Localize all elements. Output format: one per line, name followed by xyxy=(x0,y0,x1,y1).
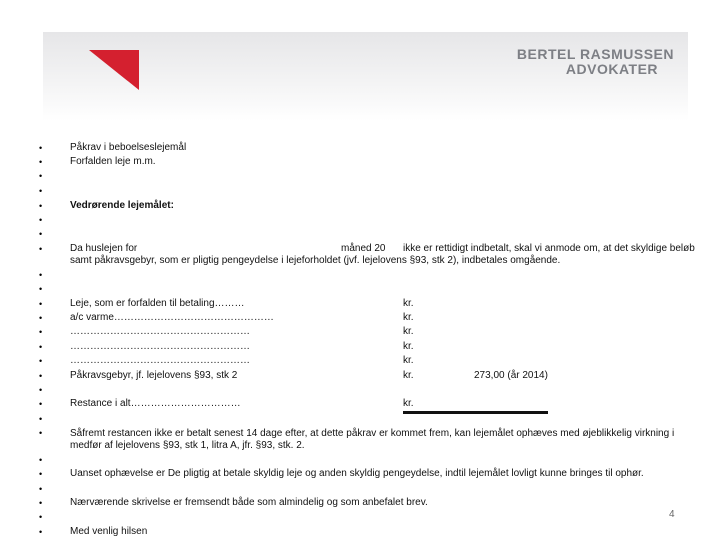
item-currency: kr. xyxy=(403,355,414,366)
intro-text-body: ikke er rettidigt indbetalt, skal vi anmode om, at det skyldige beløb samt påkravsgebyr, som er pligtig pengeydelse i lejeforholdet (jvf. lejelovens §93, stk 2), indbetales omgående. xyxy=(70,243,695,266)
bullet: • xyxy=(39,327,43,337)
intro-text-start: Da huslejen for xyxy=(70,243,138,254)
bullet: • xyxy=(39,428,43,438)
bullet: • xyxy=(39,371,43,381)
bullet: • xyxy=(39,498,43,508)
bullet: • xyxy=(39,244,43,254)
bullet: • xyxy=(39,484,43,494)
item-currency: kr. xyxy=(403,312,414,323)
item-currency: kr. xyxy=(403,341,414,352)
bullet: • xyxy=(39,385,43,395)
page-number: 4 xyxy=(669,509,675,520)
item-label-blank: ……………………………………………… xyxy=(70,341,250,352)
bullet: • xyxy=(39,215,43,225)
bullet: • xyxy=(39,342,43,352)
bullet: • xyxy=(39,512,43,522)
item-currency: kr. xyxy=(403,370,414,381)
bullet: • xyxy=(39,284,43,294)
bullet: • xyxy=(39,143,43,153)
closing-salutation: Med venlig hilsen xyxy=(70,526,148,537)
bullet: • xyxy=(39,299,43,309)
paragraph-obligation: Uanset ophævelse er De pligtig at betale skyldig leje og anden skyldig pengeydelse, indtil lejemålet lovligt kunne bringes til ophør. xyxy=(70,468,644,479)
item-label-heating: a/c varme………………………………………… xyxy=(70,312,274,323)
bullet: • xyxy=(39,356,43,366)
item-label-rent: Leje, som er forfalden til betaling……… xyxy=(70,298,245,309)
bullet: • xyxy=(39,527,43,537)
bullet: • xyxy=(39,157,43,167)
item-label-blank: ……………………………………………… xyxy=(70,326,250,337)
bullet: • xyxy=(39,455,43,465)
bullet: • xyxy=(39,171,43,181)
firm-logo xyxy=(517,47,674,77)
total-label: Restance i alt…………………………… xyxy=(70,398,241,409)
total-currency: kr. xyxy=(403,398,414,409)
bullet: • xyxy=(39,399,43,409)
section-title: Vedrørende lejemålet: xyxy=(70,200,174,211)
total-underline xyxy=(403,411,548,414)
paragraph-delivery: Nærværende skrivelse er fremsendt både som almindelig og som anbefalet brev. xyxy=(70,497,428,508)
bullet: • xyxy=(39,201,43,211)
bullet: • xyxy=(39,469,43,479)
bullet: • xyxy=(39,270,43,280)
logo-red-triangle xyxy=(89,50,139,90)
bullet: • xyxy=(39,414,43,424)
bullet: • xyxy=(39,313,43,323)
paragraph-termination: Såfremt restancen ikke er betalt senest 14 dage efter, at dette påkrav er kommet frem, kan lejemålet ophæves med øjeblikkelig virkning i medfør af lejelovens §93, stk 1, litra A, jfr. §93, stk. 2. xyxy=(70,428,675,451)
intro-text-month: måned 20 xyxy=(341,243,386,254)
firm-name-line1: BERTEL RASMUSSEN xyxy=(516,46,674,62)
item-amount-fee: 273,00 (år 2014) xyxy=(474,370,548,381)
item-currency: kr. xyxy=(403,326,414,337)
bullet: • xyxy=(39,229,43,239)
firm-name-line2: ADVOKATER xyxy=(565,61,659,77)
item-label-blank: ……………………………………………… xyxy=(70,355,250,366)
item-label-fee: Påkravsgebyr, jf. lejelovens §93, stk 2 xyxy=(70,370,238,381)
item-currency: kr. xyxy=(403,298,414,309)
bullet: • xyxy=(39,186,43,196)
document-subtitle: Forfalden leje m.m. xyxy=(70,156,156,167)
document-title: Påkrav i beboelseslejemål xyxy=(70,142,187,153)
